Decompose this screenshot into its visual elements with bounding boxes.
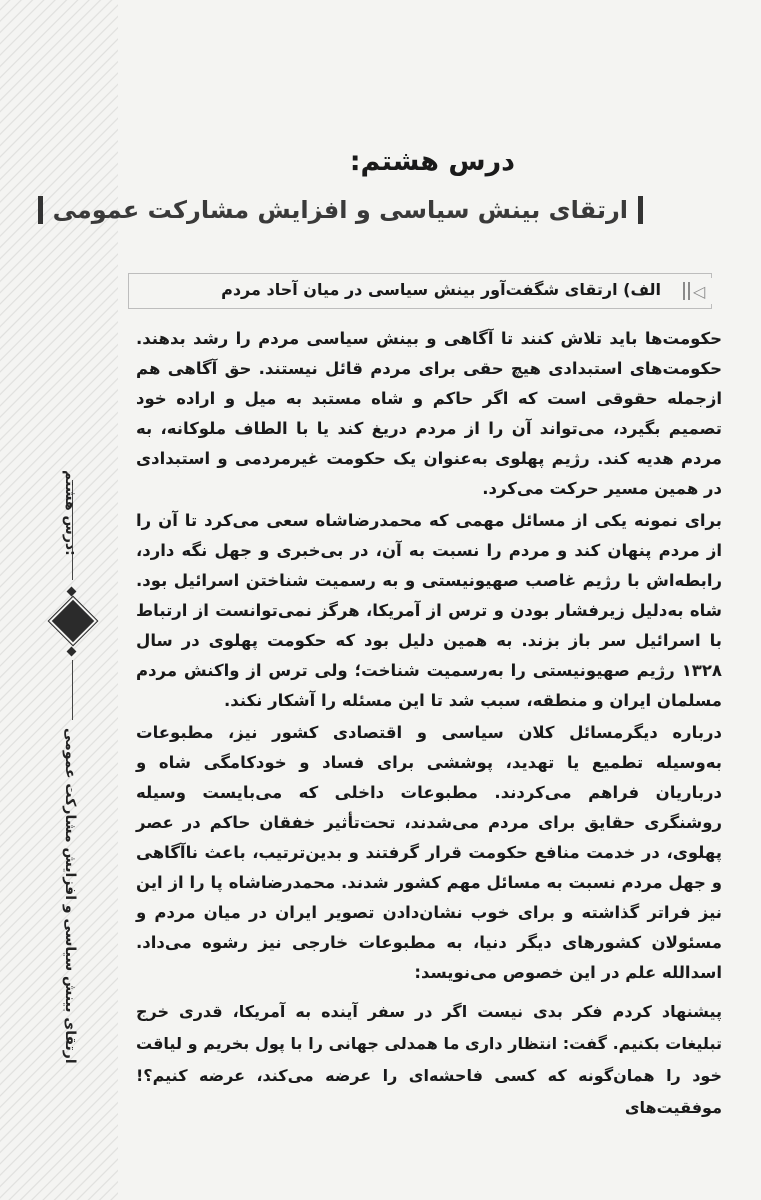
side-divider-bottom — [72, 660, 73, 720]
subtitle-bar-left — [38, 196, 43, 224]
quote-block: پیشنهاد کردم فکر بدی نیست اگر در سفر آینده به آمریکا، قدری خرج تبلیغات بکنیم. گفت: انتظار داری ما همدلی جهانی را با پول بخریم و لیاقت خود را همان‌گونه که کسی فاحشه‌ای را عرضه می‌کند، عرضه کنیم؟! موفقیت‌های — [136, 1002, 722, 1117]
lesson-title: درس هشتم: — [349, 146, 515, 177]
side-running-head-bottom: ارتقای بینش سیاسی و افزایش مشارکت عمومی — [62, 728, 78, 1064]
paragraph-2: برای نمونه یکی از مسائل مهمی که محمدرضاشاه سعی می‌کرد تا آن را از مردم پنهان کند و مردم را نسبت به آن، در بی‌خبری و جهل نگه دارد، رابطه‌اش با رژیم غاصب صهیونیستی و به رسمیت شناختن اسرائیل بود. شاه به‌دلیل زیرفشار بودن و ترس از آمریکا، هرگز نمی‌توانست از ارتباط با اسرائیل سر باز بزند. به همین دلیل بود که حکومت پهلوی در سال ۱۳۲۸ رژیم صهیونیستی را به‌رسمیت شناخت؛ ولی ترس از واکنش مردم مسلمان ایران و منطقه، سبب شد تا این مسئله را آشکار نکند. — [136, 511, 722, 710]
side-running-head-top: درس هشتم: — [62, 470, 78, 556]
paragraph-3: درباره دیگرمسائل کلان سیاسی و اقتصادی کشور نیز، مطبوعات به‌وسیله تطمیع یا تهدید، پوششی برای فساد و خودکامگی شاه و درباریان فراهم می‌کردند. مطبوعات داخلی که می‌بایست وسیله روشنگری حقایق برای مردم می‌شدند، تحت‌تأثیر خفقان حاکم در عصر پهلوی، در خدمت منافع حکومت قرار گرفتند و بدین‌ترتیب، باعث ناآگاهی و جهل مردم نسبت به مسائل مهم کشور شدند. محمدرضاشاه پا را از این نیز فراتر گذاشته و برای خوب نشان‌دادن تصویر ایران در میان مردم و مسئولان کشورهای دیگر دنیا، به مطبوعات خارجی نیز رشوه می‌داد. اسدالله علم در این خصوص می‌نویسد: — [136, 723, 722, 982]
lesson-subtitle-text: ارتقای بینش سیاسی و افزایش مشارکت عمومی — [52, 196, 628, 224]
subtitle-bar-right — [638, 196, 643, 224]
lesson-subtitle — [38, 196, 643, 224]
margin-stripe-pattern — [0, 0, 118, 1200]
section-heading: الف) ارتقای شگفت‌آور بینش سیاسی در میان آحاد مردم — [221, 280, 661, 299]
section-heading-box — [128, 273, 712, 309]
paragraph-1: حکومت‌ها باید تلاش کنند تا آگاهی و بینش سیاسی مردم را رشد بدهند. حکومت‌های استبدادی هیچ حقی برای مردم قائل نیستند. حق آگاهی هم ازجمله حقوقی است که اگر حاکم و شاه مستبد به میل و اراده خود تصمیم بگیرد، می‌تواند آن را از مردم دریغ کند یا با الطاف ملوکانه، به مردم هدیه کند. رژیم پهلوی به‌عنوان یک حکومت غیرمردمی و استبدادی در همین مسیر حرکت می‌کرد. — [136, 329, 722, 498]
section-marker-icon: ◁ — [671, 278, 717, 304]
